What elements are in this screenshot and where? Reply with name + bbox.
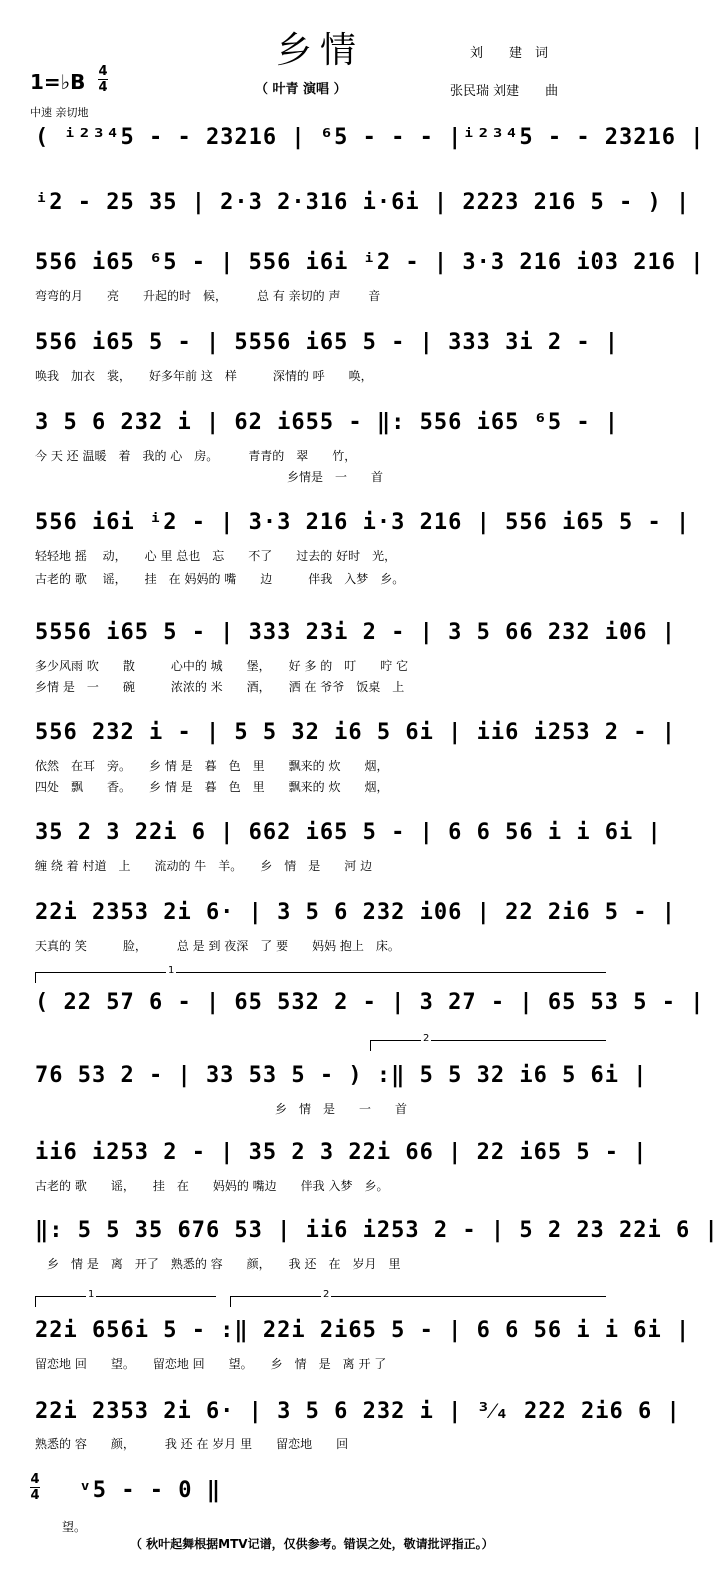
transcription-note: （ 秋叶起舞根据MTV记谱，仅供参考。错误之处，敬请批评指正。） (130, 1537, 494, 1551)
notation-line: ( ⁱ²³⁴5 - - 23216 | ⁶5 - - - |ⁱ²³⁴5 - - 23216 | (35, 125, 705, 150)
notation-line: 22i 656i 5 - :‖ 22i 2i65 5 - | 6 6 56 i i 6i | (35, 1318, 691, 1343)
notation-line: 556 i65 5 - | 5556 i65 5 - | 333 3i 2 - | (35, 330, 620, 355)
lyricist-credit: 刘 建 词 (470, 46, 549, 61)
lyric-line: 轻轻地 摇 动， 心 里 总也 忘 不了 过去的 好时 光， (35, 549, 397, 563)
notation-line: 22i 2353 2i 6· | 3 5 6 232 i06 | 22 2i6 5 - | (35, 900, 677, 925)
notation-line: 3 5 6 232 i | 62 i655 - ‖: 556 i65 ⁶5 - | (35, 410, 620, 435)
score-row (35, 410, 620, 520)
lyric-line: 天真的 笑 脸， 总 是 到 夜深 了 要 妈妈 抱上 床。 (35, 939, 400, 953)
notation-line: ii6 i253 2 - | 35 2 3 22i 66 | 22 i65 5 - | (35, 1140, 648, 1165)
volta-number: 1 (88, 1289, 95, 1300)
notation-line: 5556 i65 5 - | 333 23i 2 - | 3 5 66 232 i06 | (35, 620, 677, 645)
song-title: 乡情 (275, 30, 364, 71)
score-row (50, 1478, 605, 1588)
volta-number: 1 (168, 965, 175, 976)
lyric-line: 熟悉的 容 颜， 我 还 在 岁月 里 留恋地 回 (35, 1437, 349, 1451)
lyric-line: 缠 绕 着 村道 上 流动的 牛 羊。 乡 情 是 河 边 (35, 859, 373, 873)
lyric-line: 古老的 歌 谣， 挂 在 妈妈的 嘴 边 伴我 入梦 乡。 (35, 572, 405, 586)
lyric-line: 唤我 加衣 裳， 好多年前 这 样 深情的 呼 唤， (35, 369, 373, 383)
lyric-line: 留恋地 回 望。 留恋地 回 望。 乡 情 是 离 开 了 (35, 1357, 387, 1371)
composer-credit: 张民瑞 刘建 曲 (450, 84, 559, 99)
volta-bracket-2 (370, 1033, 606, 1051)
tempo-marking: 中速 亲切地 (30, 106, 89, 119)
volta-bracket-1 (35, 965, 606, 983)
volta-bracket-1-end (35, 1289, 216, 1307)
time-signature (98, 64, 108, 95)
lyric-line: 乡情是 一 首 (35, 470, 384, 484)
notation-line: 556 i65 ⁶5 - | 556 i6i ⁱ2 - | 3·3 216 i03 216 | (35, 250, 705, 275)
notation-line: ( 22 57 6 - | 65 532 2 - | 3 27 - | 65 53 5 - | (35, 990, 705, 1015)
key-signature: 1=♭B (30, 70, 86, 94)
notation-line: 22i 2353 2i 6· | 3 5 6 232 i | ³⁄₄ 222 2i6 6 | (35, 1399, 681, 1424)
score-row (35, 620, 677, 730)
volta-bracket-2-end (230, 1289, 606, 1307)
notation-line: ‖: 5 5 35 676 53 | ii6 i253 2 - | 5 2 23 22i 6 | (35, 1218, 719, 1243)
volta-number: 2 (323, 1289, 330, 1300)
lyric-line: 望。 (50, 1520, 87, 1534)
notation-line: 35 2 3 22i 6 | 662 i65 5 - | 6 6 56 i i 6i | (35, 820, 662, 845)
lyric-line: 今 天 还 温暖 着 我的 心 房。 青青的 翠 竹， (35, 449, 357, 463)
lyric-line: 四处 飘 香。 乡 情 是 暮 色 里 飘来的 炊 烟， (35, 780, 389, 794)
final-time-signature: 4 4 (30, 1472, 40, 1503)
notation-line: ᵛ5 - - 0 ‖ (50, 1478, 221, 1503)
time-signature-bottom: 4 (98, 80, 108, 95)
lyric-line: 古老的 歌 谣， 挂 在 妈妈的 嘴边 伴我 入梦 乡。 (35, 1179, 389, 1193)
lyric-line: 乡 情 是 离 开了 熟悉的 容 颜， 我 还 在 岁月 里 (35, 1257, 401, 1271)
notation-line: 76 53 2 - | 33 53 5 - ) :‖ 5 5 32 i6 5 6i | (35, 1063, 648, 1088)
singer-credit: （ 叶青 演唱 ） (255, 82, 347, 97)
notation-line: 556 i6i ⁱ2 - | 3·3 216 i·3 216 | 556 i65 5 - | (35, 510, 691, 535)
notation-line: ⁱ2 - 25 35 | 2·3 2·316 i·6i | 2223 216 5 - ) | (35, 190, 691, 215)
lyric-line: 弯弯的月 亮 升起的时 候， 总 有 亲切的 声 音 (35, 289, 381, 303)
score-row (35, 510, 691, 620)
lyric-line: 乡情 是 一 碗 浓浓的 米 酒， 洒 在 爷爷 饭桌 上 (35, 680, 405, 694)
notation-line: 556 232 i - | 5 5 32 i6 5 6i | ii6 i253 2 - | (35, 720, 677, 745)
score-row (35, 1218, 719, 1328)
time-signature-top: 4 (98, 64, 108, 79)
score-row (35, 720, 677, 830)
volta-number: 2 (423, 1033, 430, 1044)
lyric-line: 多少风雨 吹 散 心中的 城 堡， 好 多 的 叮 咛 它 (35, 659, 409, 673)
lyric-line: 乡 情 是 一 首 (35, 1102, 408, 1116)
lyric-line: 依然 在耳 旁。 乡 情 是 暮 色 里 飘来的 炊 烟， (35, 759, 389, 773)
